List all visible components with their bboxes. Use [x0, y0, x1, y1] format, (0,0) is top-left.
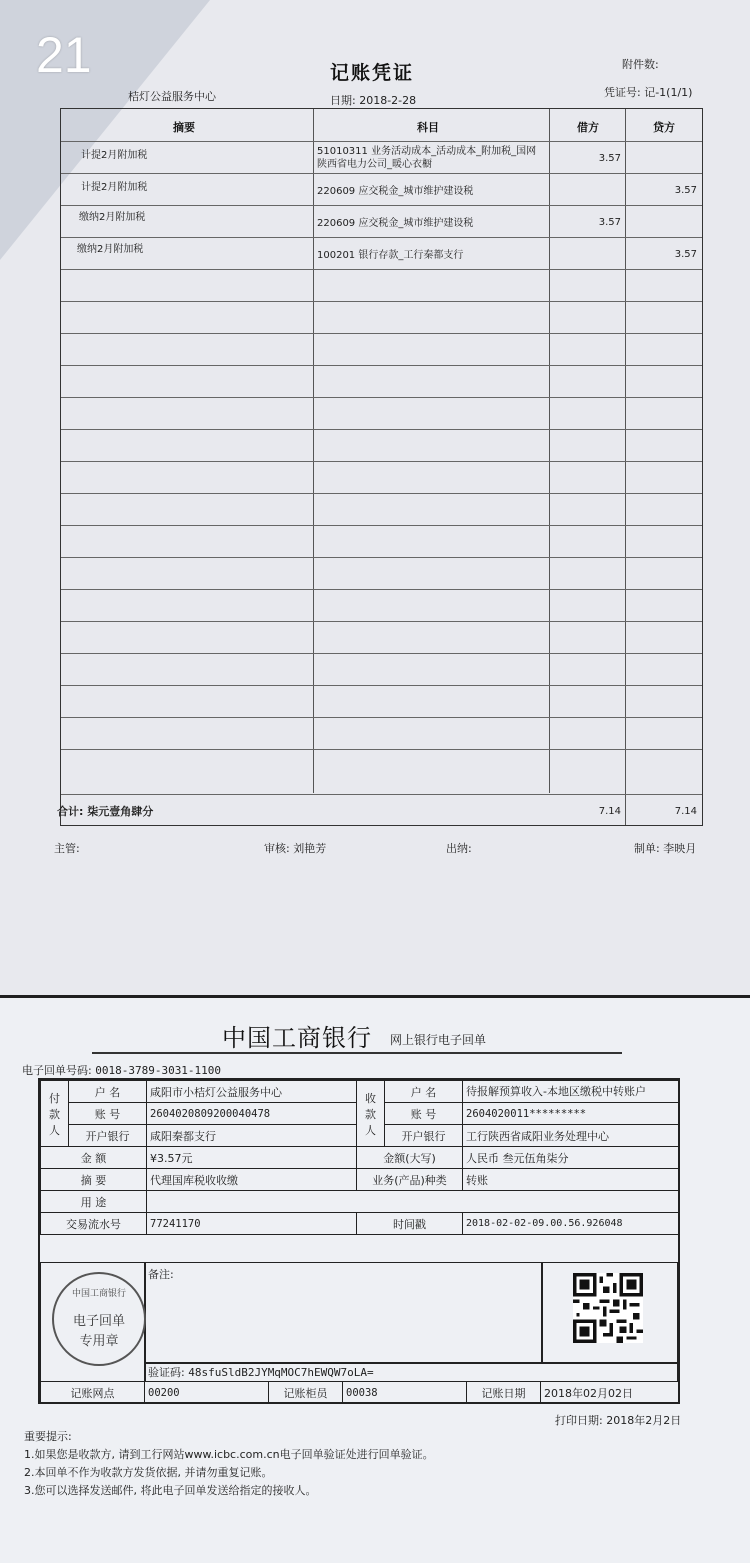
header-summary: 摘要: [173, 121, 195, 134]
serial-label: 交易流水号: [41, 1213, 147, 1235]
book-date: 2018年02月02日: [541, 1382, 679, 1404]
header-subject: 科目: [417, 121, 439, 134]
purpose-label: 用 途: [41, 1191, 147, 1213]
payer-name-label: 户 名: [69, 1081, 147, 1103]
note-1: 1.如果您是收款方, 请到工行网站www.icbc.com.cn电子回单验证处进行回单验证。: [24, 1448, 434, 1461]
row4-subject-line1: 100201 银行存款_工行秦都支行: [317, 250, 464, 261]
business: 转账: [463, 1169, 679, 1191]
header-debit: 借方: [577, 121, 599, 134]
payer-bank: 咸阳秦都支行: [147, 1125, 357, 1147]
verify-value: 48sfuSldB2JYMqMOC7hEWQW7oLA=: [188, 1366, 374, 1379]
teller-label: 记账柜员: [269, 1382, 343, 1404]
receipt-page: [0, 998, 750, 1563]
total-credit: 7.14: [674, 806, 697, 817]
payer-account-label: 账 号: [69, 1103, 147, 1125]
amount-words: 人民币 叁元伍角柒分: [463, 1147, 679, 1169]
row1-subject-line1: 51010311 业务活动成本_活动成本_附加税_国网: [317, 146, 537, 157]
branch: 00200: [145, 1382, 269, 1404]
receipt-number-label: 电子回单号码:: [22, 1064, 92, 1077]
amount-label: 金 额: [41, 1147, 147, 1169]
print-date: 打印日期: 2018年2月2日: [555, 1414, 682, 1427]
payer-label: 付款人: [41, 1081, 69, 1147]
payee-name-label: 户 名: [385, 1081, 463, 1103]
row4-credit: 3.57: [674, 249, 697, 260]
summary: 代理国库税收收缴: [147, 1169, 357, 1191]
header-credit: 贷方: [653, 121, 675, 134]
voucher-date: 日期: 2018-2-28: [330, 94, 417, 107]
note-3: 3.您可以选择发送邮件, 将此电子回单发送给指定的接收人。: [24, 1484, 317, 1497]
receipt-table: [40, 1080, 679, 1235]
book-date-label: 记账日期: [467, 1382, 541, 1404]
receipt-stamp: [52, 1272, 146, 1366]
total-debit: 7.14: [598, 806, 621, 817]
total-label: 合计: 柒元壹角肆分: [57, 805, 154, 818]
row2-summary: 计提2月附加税: [81, 182, 148, 193]
ledger-table: [57, 108, 703, 826]
preparer-label: 制单: 李映月: [634, 842, 697, 855]
attachments-label: 附件数:: [622, 58, 659, 71]
row3-debit: 3.57: [598, 217, 621, 228]
cashier-label: 出纳:: [446, 842, 472, 855]
title-underline: [92, 1052, 622, 1054]
page-number: 21: [36, 27, 92, 83]
booking-table: [40, 1381, 679, 1404]
important-notes: [24, 1428, 434, 1500]
payee-bank: 工行陕西省咸阳业务处理中心: [463, 1125, 679, 1147]
receipt-number: [22, 1062, 221, 1078]
business-label: 业务(产品)种类: [357, 1169, 463, 1191]
bank-name: 中国工商银行: [222, 1024, 372, 1052]
remark-label: 备注:: [148, 1268, 174, 1281]
payee-name: 待报解预算收入-本地区缴税中转账户: [463, 1081, 679, 1103]
payer-bank-label: 开户银行: [69, 1125, 147, 1147]
payee-label: 收款人: [357, 1081, 385, 1147]
summary-label: 摘 要: [41, 1169, 147, 1191]
teller: 00038: [343, 1382, 467, 1404]
amount: ¥3.57元: [147, 1147, 357, 1169]
payer-account: 2604020809200040478: [147, 1103, 357, 1125]
receipt-number-value: 0018-3789-3031-1100: [95, 1064, 222, 1077]
purpose: [147, 1191, 679, 1213]
row1-summary: 计提2月附加税: [81, 150, 148, 161]
reviewer-label: 审核: 刘艳芳: [264, 842, 327, 855]
timestamp: 2018-02-02-09.00.56.926048: [463, 1213, 679, 1235]
org-name: 桔灯公益服务中心: [128, 90, 216, 103]
payee-bank-label: 开户银行: [385, 1125, 463, 1147]
row1-debit: 3.57: [598, 153, 621, 164]
row2-credit: 3.57: [674, 185, 697, 196]
note-2: 2.本回单不作为收款方发货依据, 并请勿重复记账。: [24, 1466, 273, 1479]
notes-title: 重要提示:: [24, 1430, 72, 1443]
verify-code: [148, 1364, 374, 1380]
row3-summary: 缴纳2月附加税: [79, 212, 146, 223]
supervisor-label: 主管:: [54, 842, 80, 855]
stamp-line2: 专用章: [79, 1334, 119, 1349]
serial: 77241170: [147, 1213, 357, 1235]
payer-name: 咸阳市小桔灯公益服务中心: [147, 1081, 357, 1103]
voucher-number: 凭证号: 记-1(1/1): [604, 86, 693, 99]
amount-words-label: 金额(大写): [357, 1147, 463, 1169]
timestamp-label: 时间戳: [357, 1213, 463, 1235]
stamp-line1: 电子回单: [72, 1314, 125, 1329]
row4-summary: 缴纳2月附加税: [77, 244, 144, 255]
row3-subject-line1: 220609 应交税金_城市维护建设税: [317, 218, 474, 229]
qr-code-icon: [573, 1273, 643, 1343]
verify-label: 验证码:: [148, 1366, 185, 1379]
payee-account-label: 账 号: [385, 1103, 463, 1125]
branch-label: 记账网点: [41, 1382, 145, 1404]
row2-subject-line1: 220609 应交税金_城市维护建设税: [317, 186, 474, 197]
voucher-title: 记账凭证: [330, 62, 415, 84]
payee-account: 2604020011*********: [463, 1103, 679, 1125]
row1-subject-line2: 陕西省电力公司_暖心衣橱: [317, 159, 432, 170]
stamp-bank: 中国工商银行: [71, 1289, 126, 1299]
receipt-subtitle: 网上银行电子回单: [390, 1033, 487, 1047]
